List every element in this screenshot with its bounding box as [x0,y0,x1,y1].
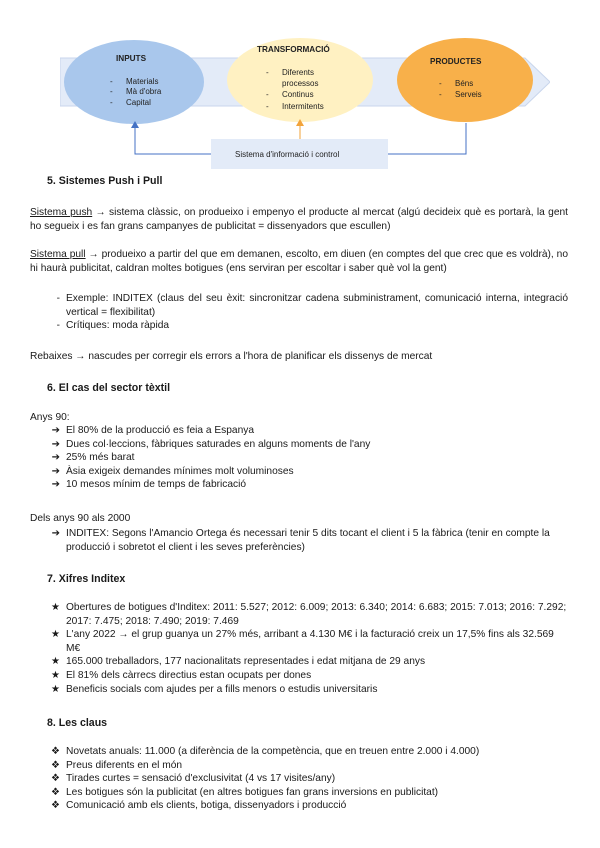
arrow-marker: ➔ [51,425,60,436]
list-item: ➔ Dues col·leccions, fàbriques saturades en alguns moments de l'any [40,438,568,452]
keys-list [40,745,568,813]
star-marker: ★ [51,683,60,695]
list-item: ★ 165.000 treballadors, 177 nacionalitats representades i edat mitjana de 29 anys [40,655,568,669]
feedback-line-left [135,125,211,154]
diamond-marker: ❖ [51,773,60,785]
inputs-item-2: Mà d'obra [126,87,162,96]
list-item: ★ L'any 2022 → el grup guanya un 27% més, arribant a 4.130 M€ i la facturació creix un 17,5% fins als 32.569 M€ [40,628,568,655]
dash-marker: - [56,320,60,332]
anys90-label: Anys 90: [30,412,70,423]
rebaixes-paragraph: Rebaixes → nascudes per corregir els errors a l'hora de planificar els dissenys de mercat [30,351,433,362]
transformacio-dash-1: - [266,68,269,77]
star-marker: ★ [51,629,60,641]
list-item: - Exemple: INDITEX (claus del seu èxit: sincronitzar cadena subministrament, comunicació interna, integració vertical = flexibilitat) [40,292,568,319]
arrow-marker: ➔ [51,528,60,539]
arrow-marker: ➔ [51,479,60,491]
list-item: ❖ Les botigues són la publicitat (en altres botigues fan grans inversions en publicitat) [40,786,568,800]
inputs-dash-2: - [110,87,113,96]
inputs-item-1: Materials [126,77,159,86]
list-item: ➔ Àsia exigeix demandes mínimes molt voluminoses [40,465,568,479]
transformacio-item-1: Diferents [282,68,315,77]
arrow-marker: ➔ [51,465,60,477]
anys90-list [40,424,568,492]
push-paragraph [30,206,568,234]
section-6-heading: 6. El cas del sector tèxtil [47,382,171,394]
star-marker: ★ [51,669,60,681]
anys2000-label: Dels anys 90 als 2000 [30,513,131,524]
transformacio-item-3: Continus [282,90,314,99]
productes-dash-2: - [439,90,442,99]
section-7-heading: 7. Xifres Inditex [47,573,126,585]
transformacio-dash-3: - [266,90,269,99]
anys2000-list [40,527,568,554]
list-item: - Crítiques: moda ràpida [40,319,568,333]
push-text: → sistema clàssic, on produeixo i empenyo el producte al mercat (algú decideix què es portarà, la gent ho segueix i es fan grans campanyes de publicitat = dissenyadors que escullen) [30,207,568,232]
arrow-marker: ➔ [51,438,60,450]
inputs-dash-3: - [110,98,113,107]
transformacio-item-2: processos [282,79,319,88]
transformacio-item-4: Intermitents [282,102,324,111]
productes-item-1: Béns [455,79,474,88]
dash-marker: - [56,293,60,304]
pull-text: → produeixo a partir del que em demanen, escolto, em diuen (en comptes del que crec que es voldrà), no hi haurà publicitat, caldran moltes botigues (ens serviran per escoltar i saber què vol la gent) [30,249,568,274]
pull-paragraph [30,248,568,276]
inputs-title: INPUTS [116,54,147,63]
diamond-marker: ❖ [51,746,60,757]
diamond-marker: ❖ [51,759,60,771]
section-5-heading: 5. Sistemes Push i Pull [47,175,163,187]
productes-item-2: Serveis [455,90,482,99]
list-item: ➔ El 80% de la producció es feia a Espanya [40,424,568,438]
list-item: ❖ Comunicació amb els clients, botiga, dissenyadors i producció [40,799,568,813]
list-item: ★ Obertures de botigues d'Inditex: 2011: 5.527; 2012: 6.009; 2013: 6.340; 2014: 6.683; 2015: 7.013; 2016: 7.292; 2017: 7.475; 2018: 7.490; 2019: 7.469 [40,601,568,628]
inputs-item-3: Capital [126,98,151,107]
productes-dash-1: - [439,79,442,88]
section-8-heading: 8. Les claus [47,717,108,729]
star-marker: ★ [51,602,60,613]
transformacio-title: TRANSFORMACIÓ [257,45,330,54]
diamond-marker: ❖ [51,786,60,798]
inputs-dash-1: - [110,77,113,86]
transformacio-dash-4: - [266,102,269,111]
feedback-line-right [388,123,466,154]
productes-title: PRODUCTES [430,57,482,66]
list-item: ➔ 25% més barat [40,451,568,465]
list-item: ➔ 10 mesos mínim de temps de fabricació [40,478,568,492]
star-marker: ★ [51,656,60,668]
diamond-marker: ❖ [51,800,60,812]
list-item: ★ Beneficis socials com ajudes per a fills menors o estudis universitaris [40,683,568,697]
process-diagram [60,30,550,170]
feedback-label: Sistema d'informació i control [235,150,340,159]
push-pull-bullets [40,292,568,333]
list-item: ❖ Tirades curtes = sensació d'exclusivitat (4 vs 17 visites/any) [40,772,568,786]
list-item: ★ El 81% dels càrrecs directius estan ocupats per dones [40,669,568,683]
inditex-figures-list [40,601,568,696]
list-item: ➔ INDITEX: Segons l'Amancio Ortega és necessari tenir 5 dits tocant el client i 5 la fàbrica (tenir en compte la producció i sobretot el client i les seves preferències) [40,527,568,554]
arrow-marker: ➔ [51,452,60,464]
list-item: ❖ Novetats anuals: 11.000 (a diferència de la competència, que en treuen entre 2.000 i 4.000) [40,745,568,759]
push-term: Sistema push [30,207,93,218]
list-item: ❖ Preus diferents en el món [40,759,568,773]
pull-term: Sistema pull [30,249,86,260]
